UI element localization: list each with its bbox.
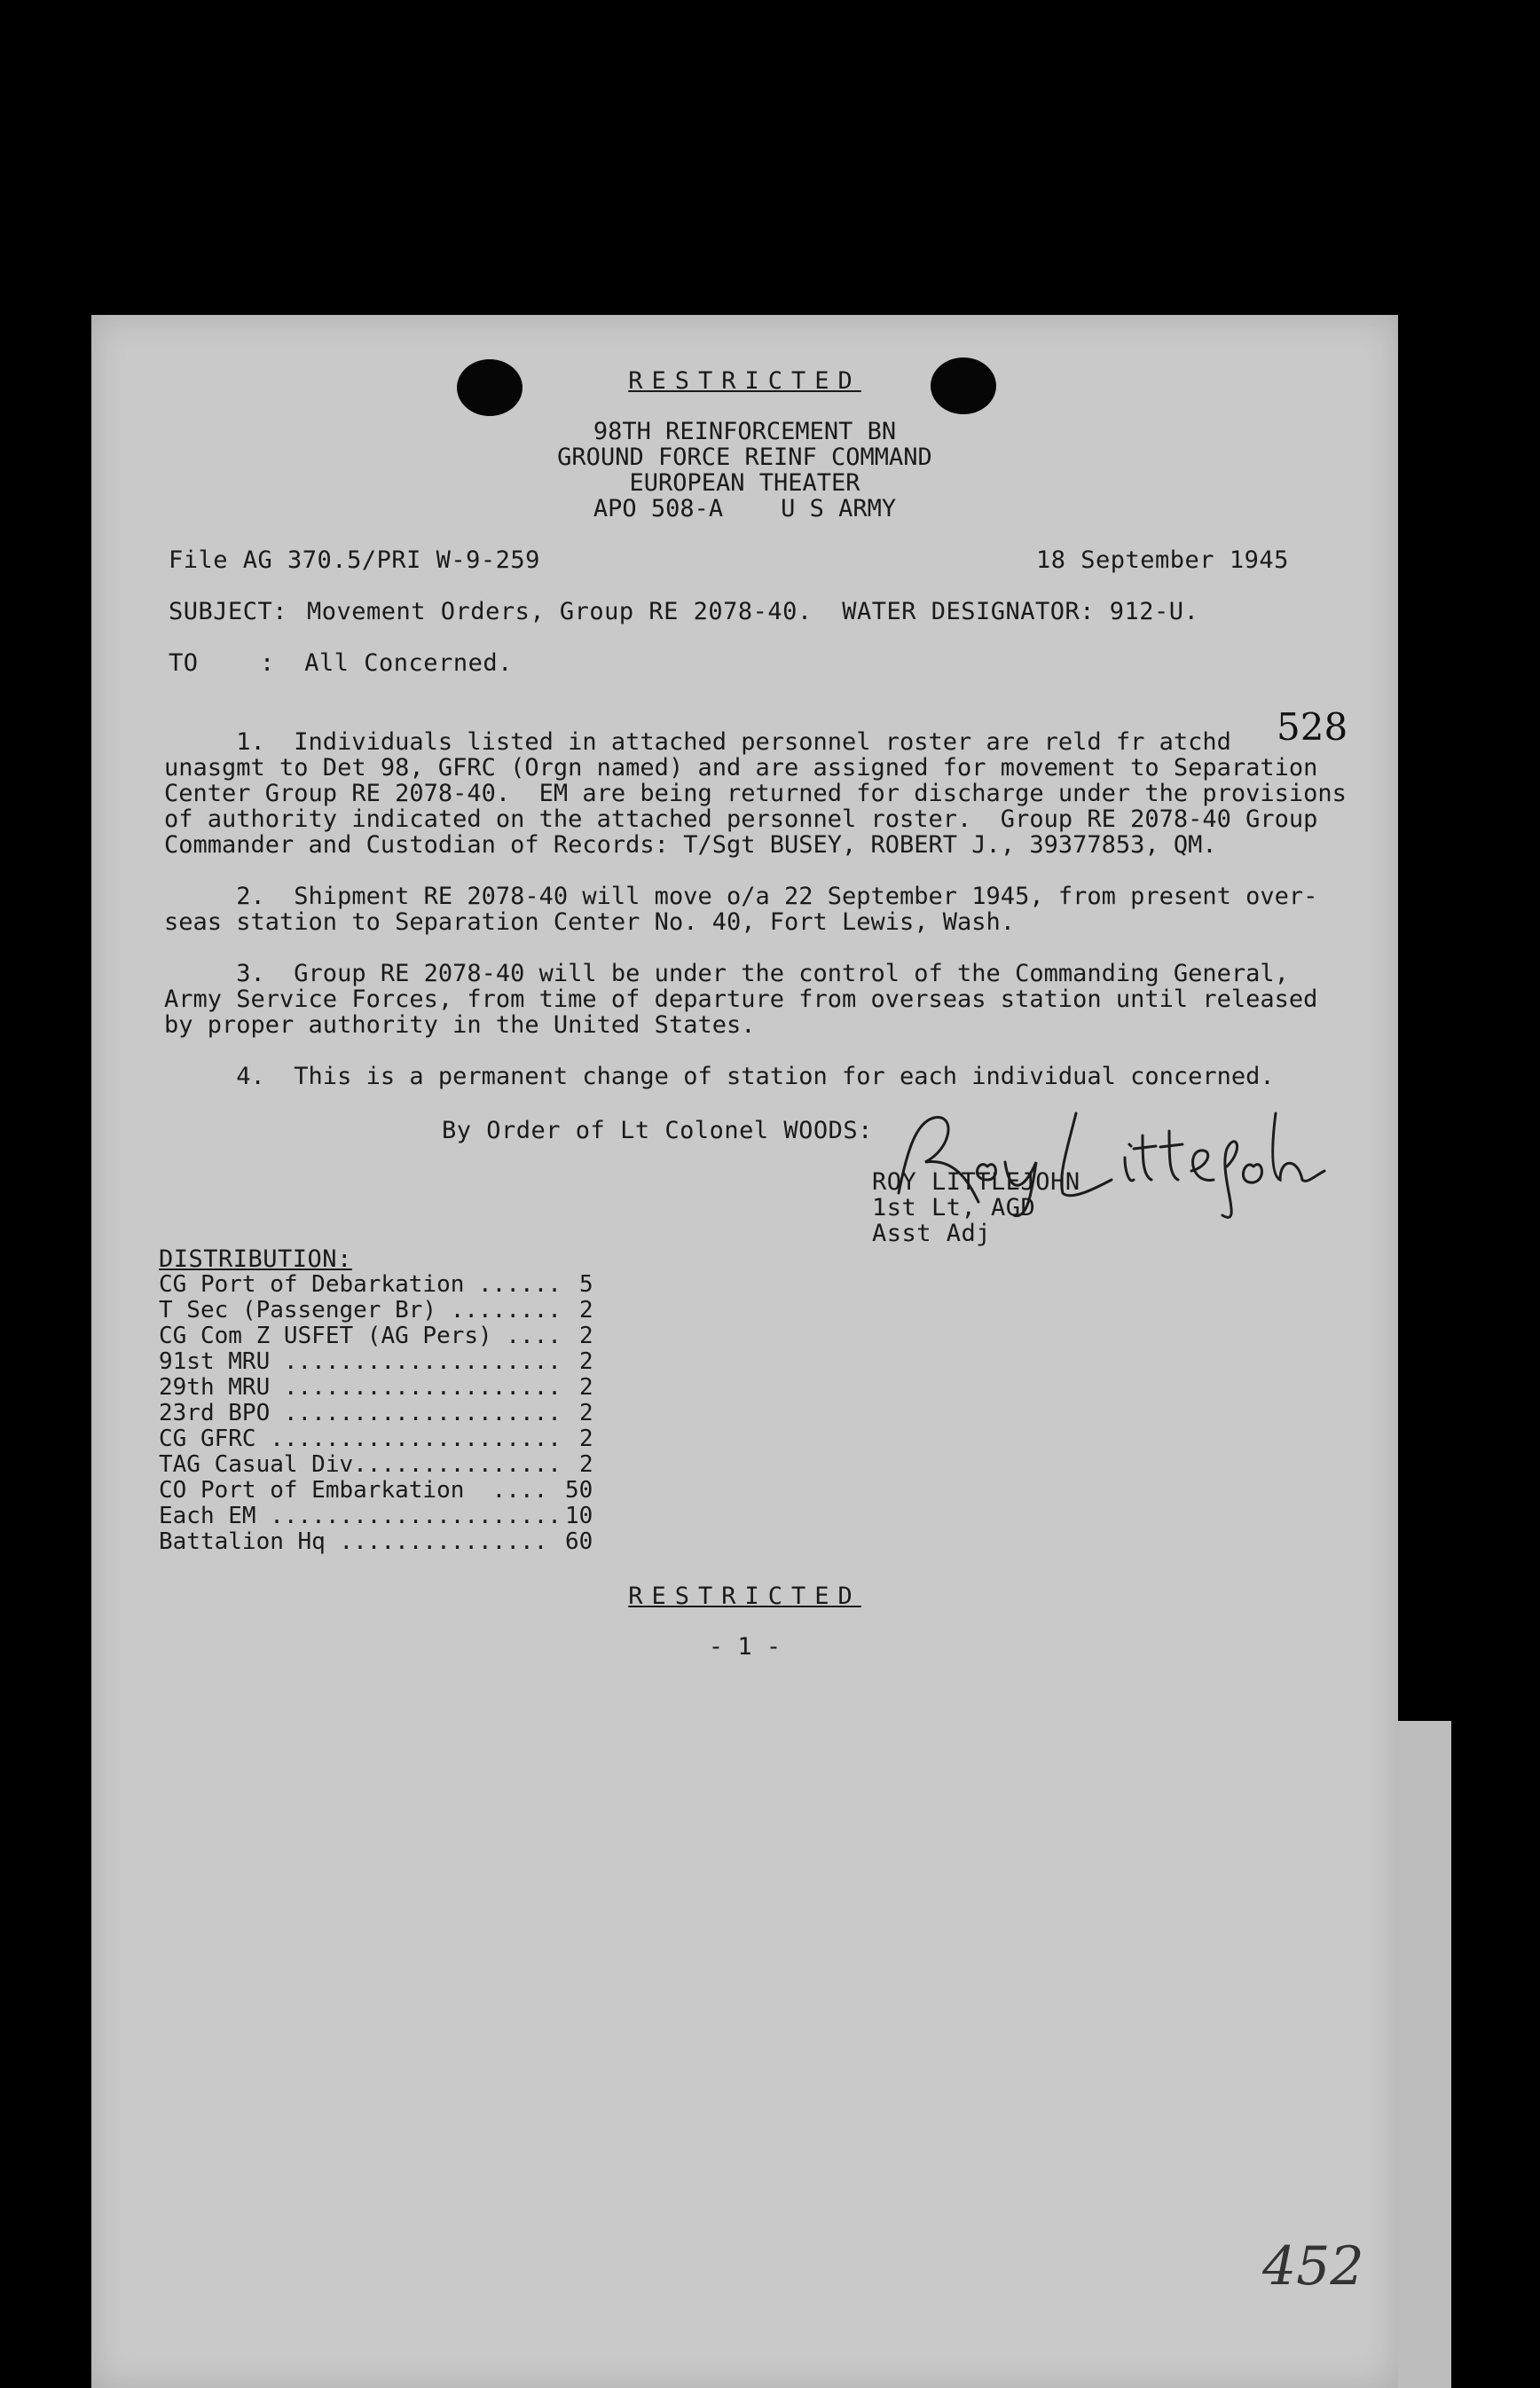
- handwritten-page-number: 452: [1262, 2235, 1364, 2298]
- distribution-row-label: 91st MRU ....................: [159, 1348, 562, 1375]
- distribution-row-count: 2: [579, 1426, 593, 1452]
- signatory-rank: 1st Lt, AGD: [872, 1194, 1036, 1221]
- classification-bottom: RESTRICTED: [628, 1583, 861, 1610]
- command-name: GROUND FORCE REINF COMMAND: [557, 444, 932, 471]
- distribution-heading: DISTRIBUTION:: [159, 1245, 352, 1273]
- unit-name: 98TH REINFORCEMENT BN: [593, 418, 897, 445]
- paragraph-2-line-1: 2. Shipment RE 2078-40 will move o/a 22 September 1945, from present over-: [164, 883, 1318, 910]
- classification-top: RESTRICTED: [628, 367, 861, 395]
- to-label: TO: [169, 649, 199, 677]
- paragraph-3-line-2: Army Service Forces, from time of departure from overseas station until released: [164, 986, 1318, 1013]
- file-reference: File AG 370.5/PRI W-9-259: [169, 546, 540, 574]
- apo-line: APO 508-A U S ARMY: [593, 495, 897, 522]
- by-order-line: By Order of Lt Colonel WOODS:: [442, 1117, 873, 1144]
- theater-name: EUROPEAN THEATER: [629, 469, 860, 497]
- paragraph-1-line-5: Commander and Custodian of Records: T/Sgt BUSEY, ROBERT J., 39377853, QM.: [164, 831, 1217, 859]
- distribution-row-label: T Sec (Passenger Br) ........: [159, 1297, 562, 1324]
- distribution-row-label: Battalion Hq ...............: [159, 1528, 548, 1555]
- distribution-row-label: Each EM .....................: [159, 1503, 562, 1529]
- signatory-title: Asst Adj: [872, 1220, 992, 1247]
- paragraph-3-line-3: by proper authority in the United States.: [164, 1011, 756, 1039]
- paragraph-2-line-2: seas station to Separation Center No. 40, Fort Lewis, Wash.: [164, 908, 1016, 936]
- document-date: 18 September 1945: [1036, 546, 1289, 574]
- distribution-row-count: 2: [579, 1451, 593, 1478]
- distribution-row-label: CG Com Z USFET (AG Pers) ....: [159, 1323, 562, 1349]
- signatory-name: ROY LITTLEJOHN: [872, 1168, 1080, 1196]
- paragraph-3-line-1: 3. Group RE 2078-40 will be under the control of the Commanding General,: [164, 960, 1289, 987]
- subject-label: SUBJECT:: [169, 598, 288, 625]
- distribution-row-count: 2: [579, 1400, 593, 1426]
- distribution-row-count: 2: [579, 1323, 593, 1349]
- paragraph-1-line-1: 1. Individuals listed in attached personnel roster are reld fr atchd: [164, 728, 1231, 756]
- distribution-row-label: TAG Casual Div...............: [159, 1451, 562, 1478]
- distribution-row-count: 10: [565, 1503, 593, 1529]
- distribution-row-label: CG Port of Debarkation ......: [159, 1271, 562, 1298]
- to-text: : All Concerned.: [260, 649, 513, 677]
- paragraph-1-line-2: unasgmt to Det 98, GFRC (Orgn named) and are assigned for movement to Separation: [164, 754, 1318, 782]
- distribution-row-label: CO Port of Embarkation ....: [159, 1477, 548, 1504]
- distribution-row-label: CG GFRC .....................: [159, 1426, 562, 1452]
- distribution-row-count: 60: [565, 1528, 593, 1555]
- paragraph-1-line-3: Center Group RE 2078-40. EM are being returned for discharge under the provisions: [164, 780, 1347, 807]
- stamp-number: 528: [1277, 705, 1348, 749]
- distribution-row-label: 29th MRU ....................: [159, 1374, 562, 1401]
- paragraph-1-line-4: of authority indicated on the attached personnel roster. Group RE 2078-40 Group: [164, 805, 1318, 833]
- paper-edge: [1398, 1721, 1451, 2388]
- distribution-row-count: 5: [579, 1271, 593, 1298]
- document-page: [91, 315, 1398, 2388]
- subject-text: Movement Orders, Group RE 2078-40. WATER DESIGNATOR: 912-U.: [307, 598, 1199, 625]
- page-number: - 1 -: [708, 1633, 782, 1661]
- distribution-row-count: 2: [579, 1348, 593, 1375]
- paragraph-4: 4. This is a permanent change of station for each individual concerned.: [164, 1063, 1275, 1090]
- distribution-row-count: 50: [565, 1477, 593, 1504]
- distribution-row-label: 23rd BPO ....................: [159, 1400, 562, 1426]
- distribution-row-count: 2: [579, 1297, 593, 1324]
- distribution-row-count: 2: [579, 1374, 593, 1401]
